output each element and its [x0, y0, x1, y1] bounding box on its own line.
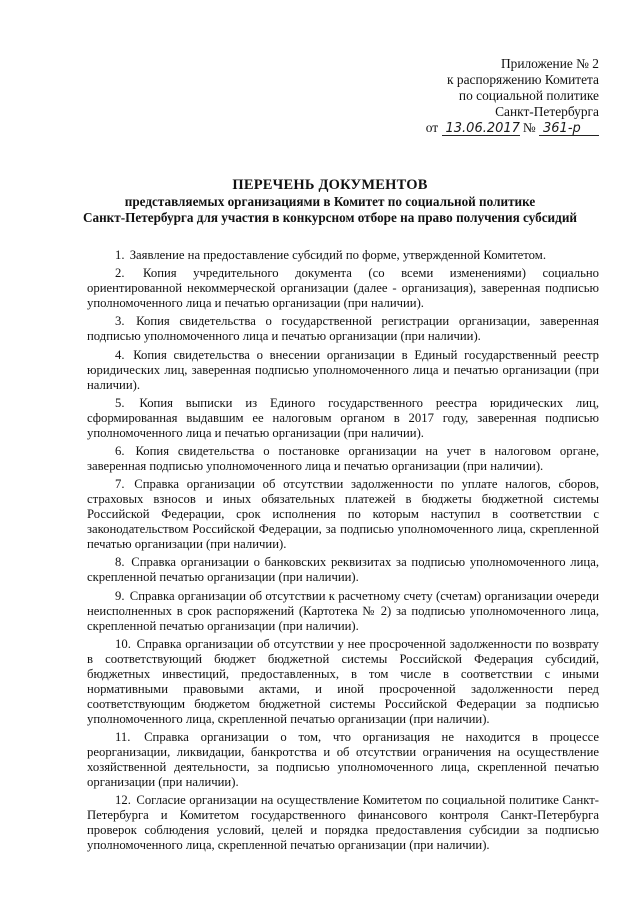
list-item	[87, 248, 599, 263]
document-subtitle-line2: Санкт-Петербурга для участия в конкурсном отборе на право получения субсидий	[82, 210, 578, 225]
handwritten-date: 13.06.2017	[442, 122, 520, 136]
documents-list	[87, 248, 599, 856]
item-text: Справка организации об отсутствии у нее просроченной задолженности по возврату в соответствующий бюджет бюджетной системы Российской Федерация субсидий, бюджетных инвестиций, предоставленных, в том числе в соответствии с иными нормативными правовыми актами, и иной просроченной задолженности перед соответствующим бюджетом бюджетной системы Российской Федерации за подписью уполномоченного лица, скрепленной печатью организации (при наличии).	[87, 636, 600, 726]
item-text: Справка организации о банковских реквизитах за подписью уполномоченного лица, скрепленной печатью организации (при наличии).	[87, 555, 600, 585]
item-number: 10.	[115, 636, 131, 651]
item-number: 6.	[115, 443, 125, 458]
list-item	[87, 589, 599, 634]
list-item	[87, 314, 599, 344]
item-text: Копия выписки из Единого государственного реестра юридических лиц, сформированная выдавшим ее налоговым органом в 2017 году, заверенная подписью уполномоченного лица и печатью организации (при наличии).	[87, 395, 599, 440]
list-item	[87, 444, 599, 474]
item-number: 4.	[115, 347, 125, 362]
appendix-order-ref: к распоряжению Комитета	[447, 72, 599, 87]
handwritten-number: 361-р	[539, 122, 599, 136]
item-number: 12.	[115, 793, 131, 808]
item-text: Копия свидетельства о государственной регистрации организации, заверенная подписью уполномоченного лица и печатью организации (при наличии).	[87, 314, 600, 344]
list-item	[87, 555, 599, 585]
appendix-title: Приложение № 2	[500, 56, 599, 71]
document-subtitle-line1: представляемых организациями в Комитет по социальной политике	[124, 194, 536, 209]
item-number: 11.	[115, 729, 131, 744]
item-number: 5.	[115, 395, 125, 410]
list-item	[87, 396, 599, 441]
document-title: ПЕРЕЧЕНЬ ДОКУМЕНТОВ	[232, 177, 428, 193]
item-text: Справка организации об отсутствии к расчетному счету (счетам) организации очереди неисполненных в срок распоряжений (Картотека № 2) за подписью уполномоченного лица, скрепленной печатью организации (при наличии).	[87, 588, 599, 633]
document-title-block	[60, 176, 600, 226]
appendix-city: Санкт-Петербурга	[495, 104, 599, 119]
item-number: 8.	[115, 555, 125, 570]
item-text: Копия свидетельства о внесении организации в Единый государственный реестр юридических лиц, заверенная подписью уполномоченного лица и печатью организации (при наличии).	[87, 347, 600, 392]
item-text: Справка организации о том, что организация не находится в процессе реорганизации, ликвидации, банкротства и об отсутствии ограничения на осуществление хозяйственной деятельности, за подписью уполномоченного лица, скрепленной печатью организации (при наличии).	[87, 729, 599, 789]
item-text: Копия учредительного документа (со всеми изменениями) социально ориентированной некоммерческой организации (далее - организация), заверенная подписью уполномоченного лица и печатью организации (при наличии).	[87, 266, 599, 311]
item-number: 9.	[115, 588, 125, 603]
item-number: 1.	[115, 248, 125, 262]
number-label: №	[522, 120, 536, 135]
list-item	[87, 348, 599, 393]
item-number: 2.	[115, 266, 125, 281]
appendix-date-line	[369, 120, 599, 136]
item-text: Копия свидетельства о постановке организации на учет в налоговом органе, заверенная подписью уполномоченного лица и печатью организации (при наличии).	[87, 443, 600, 473]
item-text: Заявление на предоставление субсидий по форме, утвержденной Комитетом.	[129, 248, 546, 262]
item-number: 3.	[115, 314, 125, 329]
list-item	[87, 730, 599, 790]
list-item	[87, 266, 599, 311]
item-number: 7.	[115, 477, 125, 492]
list-item	[87, 793, 599, 853]
from-label: от	[425, 120, 439, 135]
appendix-committee: по социальной политике	[458, 88, 599, 103]
item-text: Согласие организации на осуществление Комитетом по социальной политике Санкт-Петербурга и Комитетом государственного финансового контроля Санкт-Петербурга проверок соблюдения условий, целей и порядка предоставления субсидии за подписью уполномоченного лица, скрепленной печатью организации (при наличии).	[87, 793, 600, 853]
list-item	[87, 637, 599, 727]
item-text: Справка организации об отсутствии задолженности по уплате налогов, сборов, страховых взносов и иных обязательных платежей в бюджеты бюджетной системы Российской Федерации, срок исполнения по которым наступил в соответствии с законодательством Российской Федерации, за подписью уполномоченного лица, скрепленной печатью организации (при наличии).	[87, 477, 599, 552]
list-item	[87, 477, 599, 552]
appendix-header	[369, 56, 599, 136]
